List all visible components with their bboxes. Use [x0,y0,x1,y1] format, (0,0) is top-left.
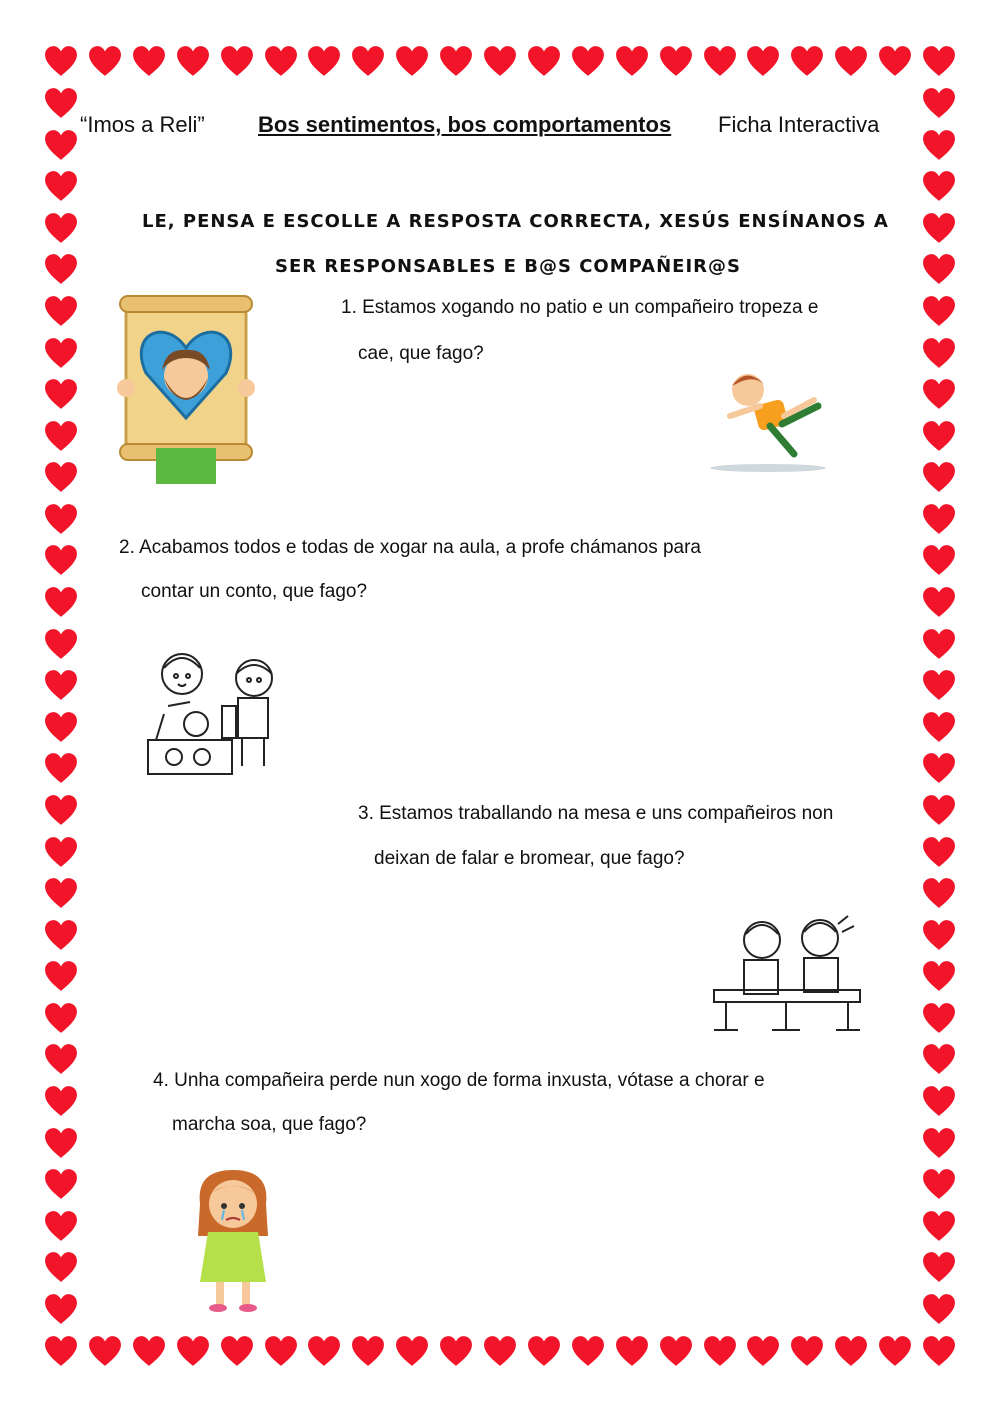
girl-crying-illustration [186,1164,280,1314]
question-2-line-2: contar un conto, que fago? [141,581,368,602]
heart-icon [527,44,561,78]
heart-icon [44,876,78,910]
heart-icon [834,1334,868,1368]
heart-icon [922,169,956,203]
heart-icon [132,44,166,78]
heart-icon [395,44,429,78]
heart-icon [922,876,956,910]
heart-icon [922,543,956,577]
header-left: “Imos a Reli” [80,112,205,137]
heart-icon [176,44,210,78]
heart-icon [790,44,824,78]
heart-icon [922,460,956,494]
heart-icon [44,668,78,702]
heart-icon [922,585,956,619]
heart-icon [44,211,78,245]
heart-icon [922,86,956,120]
heart-icon [922,793,956,827]
heart-icon [922,835,956,869]
heart-icon [922,294,956,328]
heart-icon [878,44,912,78]
heart-icon [922,1042,956,1076]
heart-icon [44,377,78,411]
heart-icon [44,585,78,619]
heart-icon [44,294,78,328]
heart-icon [264,44,298,78]
heart-icon [922,1250,956,1284]
heart-icon [44,1042,78,1076]
heart-icon [44,835,78,869]
heart-icon [922,252,956,286]
question-4-line-2: marcha soa, que fago? [172,1114,367,1135]
heart-icon [439,44,473,78]
heart-icon [922,336,956,370]
question-1-line-2: cae, que fago? [358,343,484,364]
heart-icon [922,1001,956,1035]
heart-icon [922,1167,956,1201]
heart-icon [922,1084,956,1118]
heart-icon [44,710,78,744]
heart-icon [659,44,693,78]
heart-icon [44,419,78,453]
heart-icon [44,627,78,661]
heart-icon [922,502,956,536]
heart-icon [922,1334,956,1368]
page-title: Bos sentimentos, bos comportamentos [258,112,672,137]
heart-icon [44,1001,78,1035]
heart-icon [922,419,956,453]
heart-icon [615,44,649,78]
heart-icon [922,1126,956,1160]
heart-icon [922,211,956,245]
heart-icon [44,1334,78,1368]
heart-icon [44,252,78,286]
heart-icon [307,1334,341,1368]
heart-icon [44,1167,78,1201]
heart-icon [878,1334,912,1368]
heart-icon [834,44,868,78]
heart-icon [44,1126,78,1160]
heart-icon [44,918,78,952]
heart-icon [922,959,956,993]
heart-icon [44,959,78,993]
heart-icon [395,1334,429,1368]
heart-icon [922,377,956,411]
heart-icon [307,44,341,78]
heart-icon [88,1334,122,1368]
question-4-line-1: 4. Unha compañeira perde nun xogo de forma inxusta, vótase a chorar e [153,1070,765,1091]
question-3-line-1: 3. Estamos traballando na mesa e uns compañeiros non [358,803,834,824]
heart-icon [922,128,956,162]
heart-icon [44,543,78,577]
heart-icon [571,1334,605,1368]
heart-icon [922,751,956,785]
heart-icon [483,1334,517,1368]
heart-icon [44,751,78,785]
heart-icon [527,1334,561,1368]
heart-icon [571,44,605,78]
heart-icon [922,1209,956,1243]
heart-icon [44,793,78,827]
heart-icon [703,44,737,78]
heart-icon [922,668,956,702]
heart-icon [44,460,78,494]
jesus-illustration [106,288,266,488]
kids-talking-at-desk-illustration [708,912,864,1036]
heart-icon [88,44,122,78]
heart-icon [922,627,956,661]
question-1-line-1: 1. Estamos xogando no patio e un compañeiro tropeza e [341,297,819,318]
question-3-line-2: deixan de falar e bromear, que fago? [374,848,685,869]
heart-icon [44,1084,78,1118]
heart-icon [220,1334,254,1368]
heart-icon [351,1334,385,1368]
heart-icon [922,918,956,952]
heart-icon [44,86,78,120]
kids-putting-away-toys-illustration [138,644,288,780]
heart-icon [44,44,78,78]
heart-icon [746,44,780,78]
heart-icon [44,1250,78,1284]
heart-icon [790,1334,824,1368]
heart-icon [44,1292,78,1326]
heart-icon [176,1334,210,1368]
heart-icon [44,169,78,203]
instructions-line-2: SER RESPONSABLES E B@S COMPAÑEIR@S [275,256,741,277]
heart-icon [351,44,385,78]
heart-icon [44,336,78,370]
heart-icon [659,1334,693,1368]
question-2-line-1: 2. Acabamos todos e todas de xogar na aula, a profe chámanos para [119,537,701,558]
header-right: Ficha Interactiva [718,112,880,137]
heart-icon [264,1334,298,1368]
heart-icon [44,128,78,162]
heart-icon [746,1334,780,1368]
heart-icon [703,1334,737,1368]
heart-icon [615,1334,649,1368]
heart-icon [439,1334,473,1368]
heart-icon [220,44,254,78]
heart-icon [922,44,956,78]
boy-tripping-illustration [706,366,830,474]
heart-icon [922,1292,956,1326]
heart-icon [483,44,517,78]
heart-icon [44,502,78,536]
instructions-line-1: LE, PENSA E ESCOLLE A RESPOSTA CORRECTA, XESÚS ENSÍNANOS A [142,211,889,232]
heart-icon [132,1334,166,1368]
heart-icon [44,1209,78,1243]
heart-icon [922,710,956,744]
